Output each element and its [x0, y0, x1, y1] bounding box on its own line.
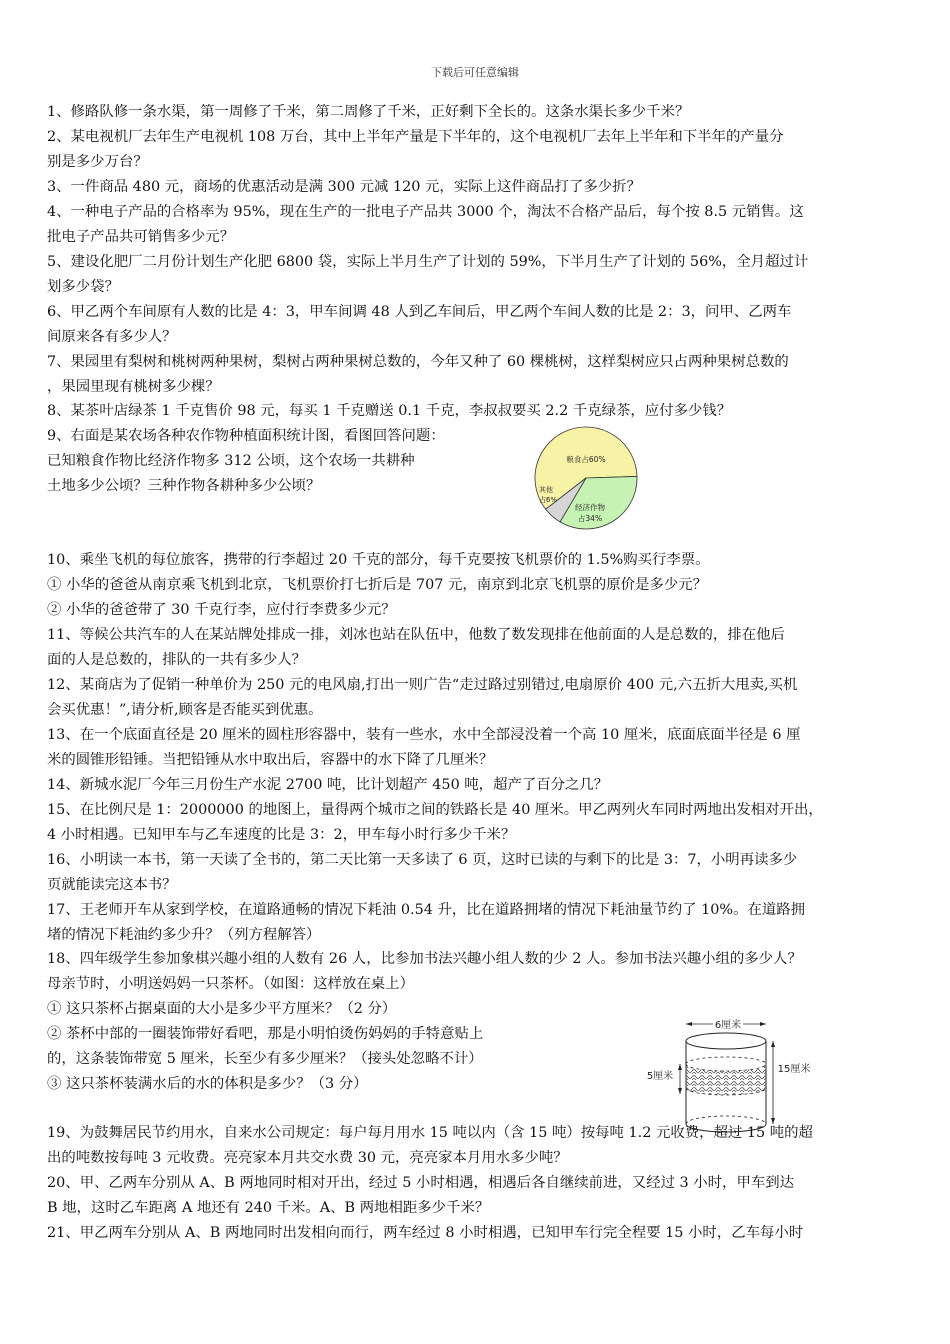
line-q21: 21、甲乙两车分别从 A、B 两地同时出发相向而行，两车经过 8 小时相遇，已知甲车行完全程要 15 小时，乙车每小时	[47, 1225, 804, 1241]
line-q12a: 12、某商店为了促销一种单价为 250 元的电风扇,打出一则广告“走过路过别错过,电扇原价 400 元,六五折大甩卖,买机	[47, 677, 798, 693]
line-q13a: 13、在一个底面直径是 20 厘米的圆柱形容器中，装有一些水，水中全部浸没着一个高 10 厘米，底面底面半径是 6 厘	[47, 727, 801, 743]
line-q4a: 4、一种电子产品的合格率为 95%，现在生产的一批电子产品共 3000 个，淘汰不合格产品后，每个按 8.5 元销售。这	[47, 204, 804, 220]
line-cup-3: ③ 这只茶杯装满水后的水的体积是多少？（3 分）	[47, 1076, 368, 1092]
cup-band-label: 5厘米	[646, 1071, 674, 1082]
line-q6a: 6、甲乙两个车间原有人数的比是 4：3，甲车间调 48 人到乙车间后，甲乙两个车间人数的比是 2：3，问甲、乙两车	[47, 304, 792, 320]
line-q16a: 16、小明读一本书，第一天读了全书的，第二天比第一天多读了 6 页，这时已读的与剩下的比是 3：7，小明再读多少	[47, 852, 798, 868]
cup-height-label: 15厘米	[777, 1064, 811, 1075]
line-q9a: 9、右面是某农场各种农作物种植面积统计图，看图回答问题：	[47, 428, 445, 444]
line-q2a: 2、某电视机厂去年生产电视机 108 万台，其中上半年产量是下半年的，这个电视机厂去年上半年和下半年的产量分	[47, 129, 784, 145]
line-q15b: 4 小时相遇。已知甲车与乙车速度的比是 3：2，甲车每小时行多少千米？	[47, 827, 516, 843]
line-q17b: 堵的情况下耗油约多少升？（列方程解答）	[47, 927, 321, 943]
line-q15a: 15、在比例尺是 1：2000000 的地图上，量得两个城市之间的铁路长是 40 厘米。甲乙两列火车同时两地出发相对开出，	[47, 802, 823, 818]
line-q10-1: ① 小华的爸爸从南京乘飞机到北京，飞机票价打七折后是 707 元，南京到北京飞机票的原价是多少元？	[47, 577, 707, 593]
pie-label-economic-2: 占34%	[577, 514, 603, 523]
pie-chart	[528, 424, 644, 532]
pie-label-other-2: 占6%	[538, 496, 558, 504]
line-q19a: 19、为鼓舞居民节约用水，自来水公司规定：每户每月用水 15 吨以内（含 15 吨）按每吨 1.2 元收费，超过 15 吨的超	[47, 1125, 813, 1141]
line-q18: 18、四年级学生参加象棋兴趣小组的人数有 26 人，比参加书法兴趣小组人数的少 2 人。参加书法兴趣小组的多少人？	[47, 951, 802, 967]
page-header: 下载后可任意编辑	[431, 66, 519, 79]
line-cup-2a: ② 茶杯中部的一圈装饰带好看吧，那是小明怕烫伤妈妈的手特意贴上	[47, 1026, 484, 1042]
line-q1: 1、修路队修一条水渠，第一周修了千米，第二周修了千米，正好剩下全长的。这条水渠长多少千米？	[47, 104, 690, 120]
cup-diagram	[636, 1014, 816, 1134]
line-q13b: 米的圆锥形铅锤。当把铅锤从水中取出后，容器中的水下降了几厘米？	[47, 752, 494, 768]
line-q7b: ，果园里现有桃树多少棵？	[47, 379, 220, 395]
cup-top-label: 6厘米	[714, 1020, 742, 1031]
line-q6b: 间原来各有多少人？	[47, 329, 177, 345]
line-q5b: 划多少袋？	[47, 279, 119, 295]
line-q10-2: ② 小华的爸爸带了 30 千克行李，应付行李费多少元？	[47, 602, 396, 618]
line-q11a: 11、等候公共汽车的人在某站牌处排成一排，刘冰也站在队伍中，他数了数发现排在他前面的人是总数的，排在他后	[47, 627, 785, 643]
line-cup-2b: 的，这条装饰带宽 5 厘米，长至少有多少厘米？（接头处忽略不计）	[47, 1051, 483, 1067]
line-q7a: 7、果园里有梨树和桃树两种果树，梨树占两种果树总数的，今年又种了 60 棵桃树，这样梨树应只占两种果树总数的	[47, 354, 789, 370]
line-q9c: 土地多少公顷？三种作物各耕种多少公顷？	[47, 478, 321, 494]
line-q9b: 已知粮食作物比经济作物多 312 公顷，这个农场一共耕种	[47, 453, 415, 469]
line-q20a: 20、甲、乙两车分别从 A、B 两地同时相对开出，经过 5 小时相遇，相遇后各自继续前进，又经过 3 小时，甲车到达	[47, 1175, 795, 1191]
line-q3: 3、一件商品 480 元，商场的优惠活动是满 300 元减 120 元，实际上这件商品打了多少折？	[47, 179, 641, 195]
line-cup-intro: 母亲节时，小明送妈妈一只茶杯。（如图：这样放在桌上）	[47, 976, 414, 992]
line-q20b: B 地，这时乙车距离 A 地还有 240 千米。A、B 两地相距多少千米？	[47, 1200, 490, 1216]
line-q4b: 批电子产品共可销售多少元？	[47, 229, 235, 245]
pie-label-other-1: 其他	[539, 486, 553, 494]
line-q19b: 出的吨数按每吨 3 元收费。亮亮家本月共交水费 30 元，亮亮家本月用水多少吨？	[47, 1150, 568, 1166]
line-q17a: 17、王老师开车从家到学校，在道路通畅的情况下耗油 0.54 升，比在道路拥堵的情况下耗油量节约了 10%。在道路拥	[47, 902, 806, 918]
line-q10: 10、乘坐飞机的每位旅客，携带的行李超过 20 千克的部分，每千克要按飞机票价的 1.5%购买行李票。	[47, 552, 710, 568]
line-cup-1: ① 这只茶杯占据桌面的大小是多少平方厘米？（2 分）	[47, 1001, 397, 1017]
line-q12b: 会买优惠！”,请分析,顾客是否能买到优惠。	[47, 702, 323, 718]
pie-label-economic-1: 经济作物	[575, 503, 605, 512]
line-q8: 8、某茶叶店绿茶 1 千克售价 98 元，每买 1 千克赠送 0.1 千克，李叔叔要买 2.2 千克绿茶，应付多少钱？	[47, 403, 732, 419]
line-q16b: 页就能读完这本书？	[47, 877, 177, 893]
line-q11b: 面的人是总数的，排队的一共有多少人？	[47, 652, 307, 668]
line-q14: 14、新城水泥厂今年三月份生产水泥 2700 吨，比计划超产 450 吨，超产了百分之几？	[47, 777, 609, 793]
pie-label-grain: 粮食占60%	[566, 455, 606, 464]
line-q2b: 别是多少万台？	[47, 154, 148, 170]
line-q5a: 5、建设化肥厂二月份计划生产化肥 6800 袋，实际上半月生产了计划的 59%，下半月生产了计划的 56%，全月超过计	[47, 254, 809, 270]
